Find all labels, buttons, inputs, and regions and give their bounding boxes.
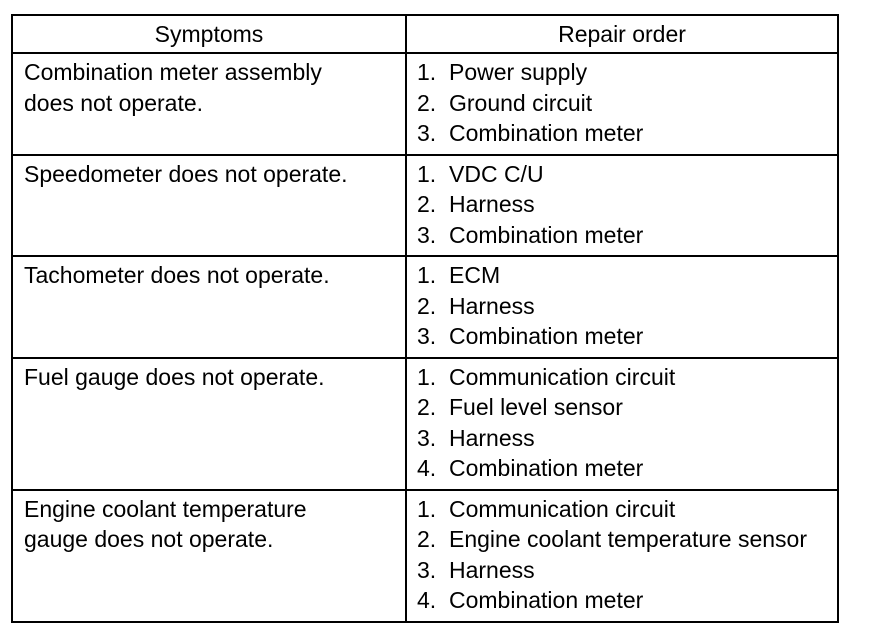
table-row — [12, 358, 838, 490]
step-text: Communication circuit — [449, 495, 676, 522]
repair-steps-cell — [406, 490, 838, 622]
repair-step — [417, 585, 833, 616]
repair-steps-cell — [406, 358, 838, 490]
repair-step — [417, 189, 833, 220]
step-text: Combination meter — [449, 221, 644, 248]
step-number: 3. — [417, 120, 437, 146]
step-text: Ground circuit — [449, 89, 593, 116]
repair-steps-cell — [406, 53, 838, 155]
step-text: Combination meter — [449, 120, 644, 146]
step-text: Combination meter — [449, 587, 644, 613]
step-text: Combination meter — [449, 455, 644, 481]
table-row — [12, 155, 838, 257]
step-text: Harness — [449, 424, 535, 451]
repair-order-table — [11, 14, 839, 623]
step-number: 4. — [417, 455, 437, 481]
step-number: 2. — [417, 191, 437, 217]
symptom-text: gauge does not operate. — [24, 526, 274, 552]
repair-step — [417, 555, 833, 586]
repair-steps-cell — [406, 256, 838, 358]
symptom-cell — [12, 256, 406, 358]
step-text: Harness — [449, 191, 535, 217]
symptom-text: Tachometer does not operate. — [24, 262, 330, 288]
symptom-text: Combination meter assembly — [24, 59, 322, 85]
table-header-row — [12, 15, 838, 53]
step-number: 4. — [417, 587, 437, 613]
repair-steps-cell — [406, 155, 838, 257]
symptom-text: Fuel gauge does not operate. — [24, 363, 325, 390]
step-text: Harness — [449, 556, 535, 583]
step-text: Engine coolant temperature sensor — [449, 526, 807, 552]
table-row — [12, 256, 838, 358]
repair-step — [417, 291, 833, 322]
step-text: VDC C/U — [449, 160, 544, 187]
step-number: 1. — [417, 495, 437, 522]
step-number: 1. — [417, 59, 437, 85]
repair-step — [417, 362, 833, 393]
step-number: 1. — [417, 160, 437, 187]
repair-step — [417, 118, 833, 149]
repair-step — [417, 524, 833, 555]
symptom-text: Speedometer does not operate. — [24, 160, 348, 187]
step-number: 2. — [417, 292, 437, 319]
header-repair-order: Repair order — [406, 15, 838, 53]
step-text: Power supply — [449, 59, 588, 85]
step-number: 3. — [417, 221, 437, 248]
symptom-cell — [12, 490, 406, 622]
step-text: Communication circuit — [449, 363, 676, 390]
repair-step — [417, 57, 833, 88]
step-text: Fuel level sensor — [449, 394, 623, 420]
repair-step — [417, 220, 833, 251]
step-text: Combination meter — [449, 323, 644, 349]
step-number: 1. — [417, 262, 437, 288]
repair-step — [417, 159, 833, 190]
symptom-text: Engine coolant temperature — [24, 495, 307, 522]
table-row — [12, 490, 838, 622]
step-number: 2. — [417, 526, 437, 552]
repair-step — [417, 392, 833, 423]
step-number: 3. — [417, 424, 437, 451]
table-row — [12, 53, 838, 155]
symptom-cell — [12, 358, 406, 490]
step-text: ECM — [449, 262, 501, 288]
step-number: 1. — [417, 363, 437, 390]
symptom-text: does not operate. — [24, 89, 204, 116]
header-symptoms: Symptoms — [12, 15, 406, 53]
symptom-cell — [12, 53, 406, 155]
repair-step — [417, 88, 833, 119]
step-text: Harness — [449, 292, 535, 319]
step-number: 3. — [417, 556, 437, 583]
repair-step — [417, 423, 833, 454]
repair-step — [417, 321, 833, 352]
repair-step — [417, 260, 833, 291]
repair-step — [417, 453, 833, 484]
repair-step — [417, 494, 833, 525]
symptom-cell — [12, 155, 406, 257]
step-number: 3. — [417, 323, 437, 349]
step-number: 2. — [417, 89, 437, 116]
step-number: 2. — [417, 394, 437, 420]
